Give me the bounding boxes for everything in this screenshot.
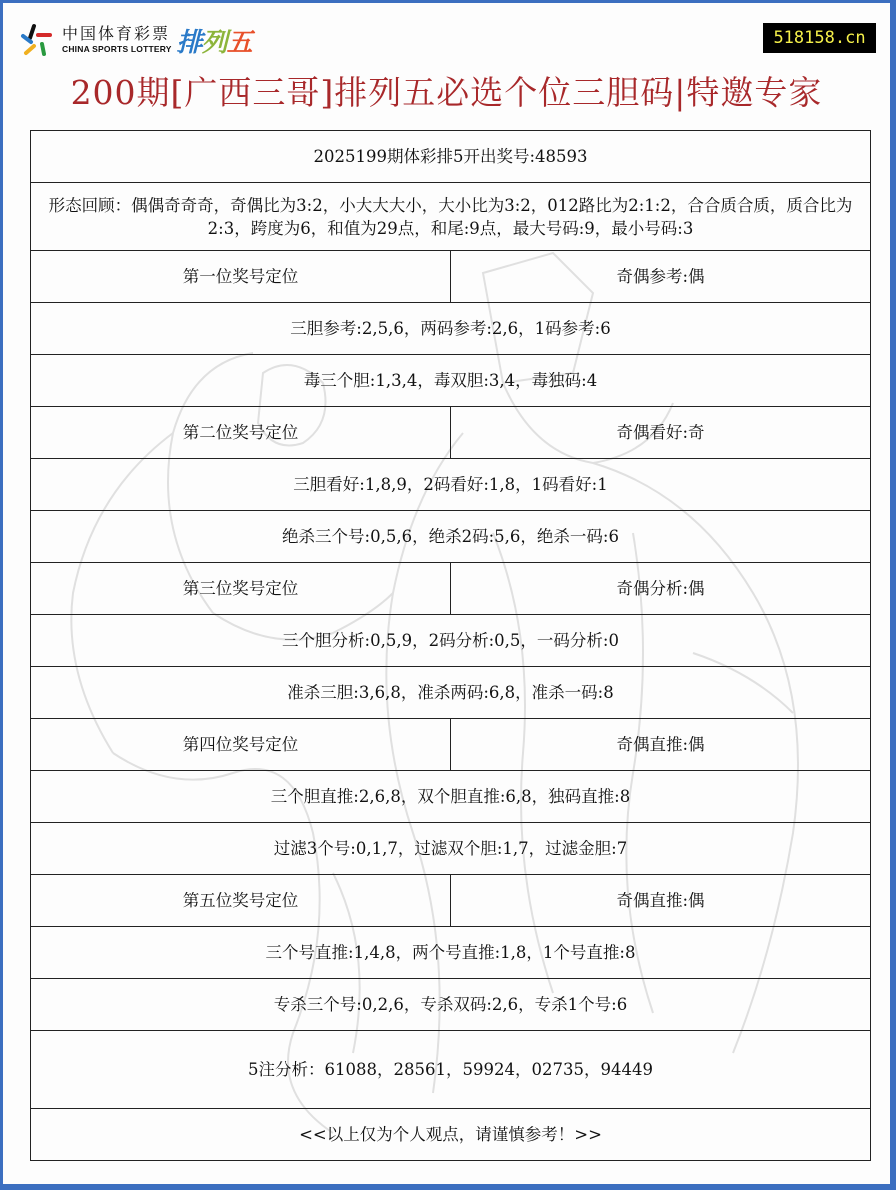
game-name-logo: 排列五 (176, 27, 252, 58)
table-row (31, 615, 871, 667)
page-header (3, 3, 890, 123)
table-row (31, 511, 871, 563)
position-line2: 过滤3个号:0,1,7，过滤双个胆:1,7，过滤金胆:7 (31, 823, 871, 875)
page-frame (3, 3, 890, 1184)
position-line2: 毒三个胆:1,3,4，毒双胆:3,4，毒独码:4 (31, 355, 871, 407)
table-row (31, 459, 871, 511)
lottery-star-logo-icon (20, 22, 56, 58)
table-row (31, 823, 871, 875)
five-bets-cell: 5注分析：61088，28561，59924，02735，94449 (31, 1031, 871, 1109)
position-label: 第一位奖号定位 (31, 251, 451, 303)
parity-cell: 奇偶直推:偶 (451, 719, 871, 771)
table-row (31, 251, 871, 303)
table-row (31, 131, 871, 183)
position-line2: 绝杀三个号:0,5,6，绝杀2码:5,6，绝杀一码:6 (31, 511, 871, 563)
position-line2: 专杀三个号:0,2,6，专杀双码:2,6，专杀1个号:6 (31, 979, 871, 1031)
page-title: 200期[广西三哥]排列五必选个位三胆码|特邀专家 (70, 73, 823, 112)
review-cell: 形态回顾：偶偶奇奇奇，奇偶比为3:2，小大大大小，大小比为3:2，012路比为2:1:2，合合质合质，质合比为2:3，跨度为6，和值为29点，和尾:9点，最大号码:9，最小号码:3 (31, 183, 871, 251)
table-row (31, 303, 871, 355)
table-row (31, 667, 871, 719)
position-line1: 三个胆分析:0,5,9，2码分析:0,5，一码分析:0 (31, 615, 871, 667)
position-label: 第四位奖号定位 (31, 719, 451, 771)
table-row (31, 1031, 871, 1109)
position-line1: 三胆看好:1,8,9，2码看好:1,8，1码看好:1 (31, 459, 871, 511)
table-row (31, 407, 871, 459)
table-row (31, 927, 871, 979)
disclaimer-cell: <<以上仅为个人观点，请谨慎参考！>> (31, 1109, 871, 1161)
logo-english-text: CHINA SPORTS LOTTERY (62, 44, 172, 55)
prediction-table (30, 130, 871, 1161)
table-row (31, 183, 871, 251)
draw-result-cell: 2025199期体彩排5开出奖号:48593 (31, 131, 871, 183)
position-label: 第三位奖号定位 (31, 563, 451, 615)
logo-chinese-text: 中国体育彩票 (62, 24, 171, 44)
table-row (31, 563, 871, 615)
parity-cell: 奇偶直推:偶 (451, 875, 871, 927)
table-row (31, 979, 871, 1031)
table-row (31, 771, 871, 823)
position-line1: 三胆参考:2,5,6，两码参考:2,6，1码参考:6 (31, 303, 871, 355)
site-domain-badge[interactable]: 518158.cn (763, 23, 876, 53)
parity-cell: 奇偶参考:偶 (451, 251, 871, 303)
position-line1: 三个号直推:1,4,8，两个号直推:1,8，1个号直推:8 (31, 927, 871, 979)
table-row (31, 719, 871, 771)
lottery-logo[interactable] (20, 20, 252, 60)
table-row (31, 1109, 871, 1161)
position-line1: 三个胆直推:2,6,8，双个胆直推:6,8，独码直推:8 (31, 771, 871, 823)
position-line2: 准杀三胆:3,6,8，准杀两码:6,8，准杀一码:8 (31, 667, 871, 719)
table-row (31, 875, 871, 927)
position-label: 第五位奖号定位 (31, 875, 451, 927)
parity-cell: 奇偶看好:奇 (451, 407, 871, 459)
parity-cell: 奇偶分析:偶 (451, 563, 871, 615)
position-label: 第二位奖号定位 (31, 407, 451, 459)
table-row (31, 355, 871, 407)
